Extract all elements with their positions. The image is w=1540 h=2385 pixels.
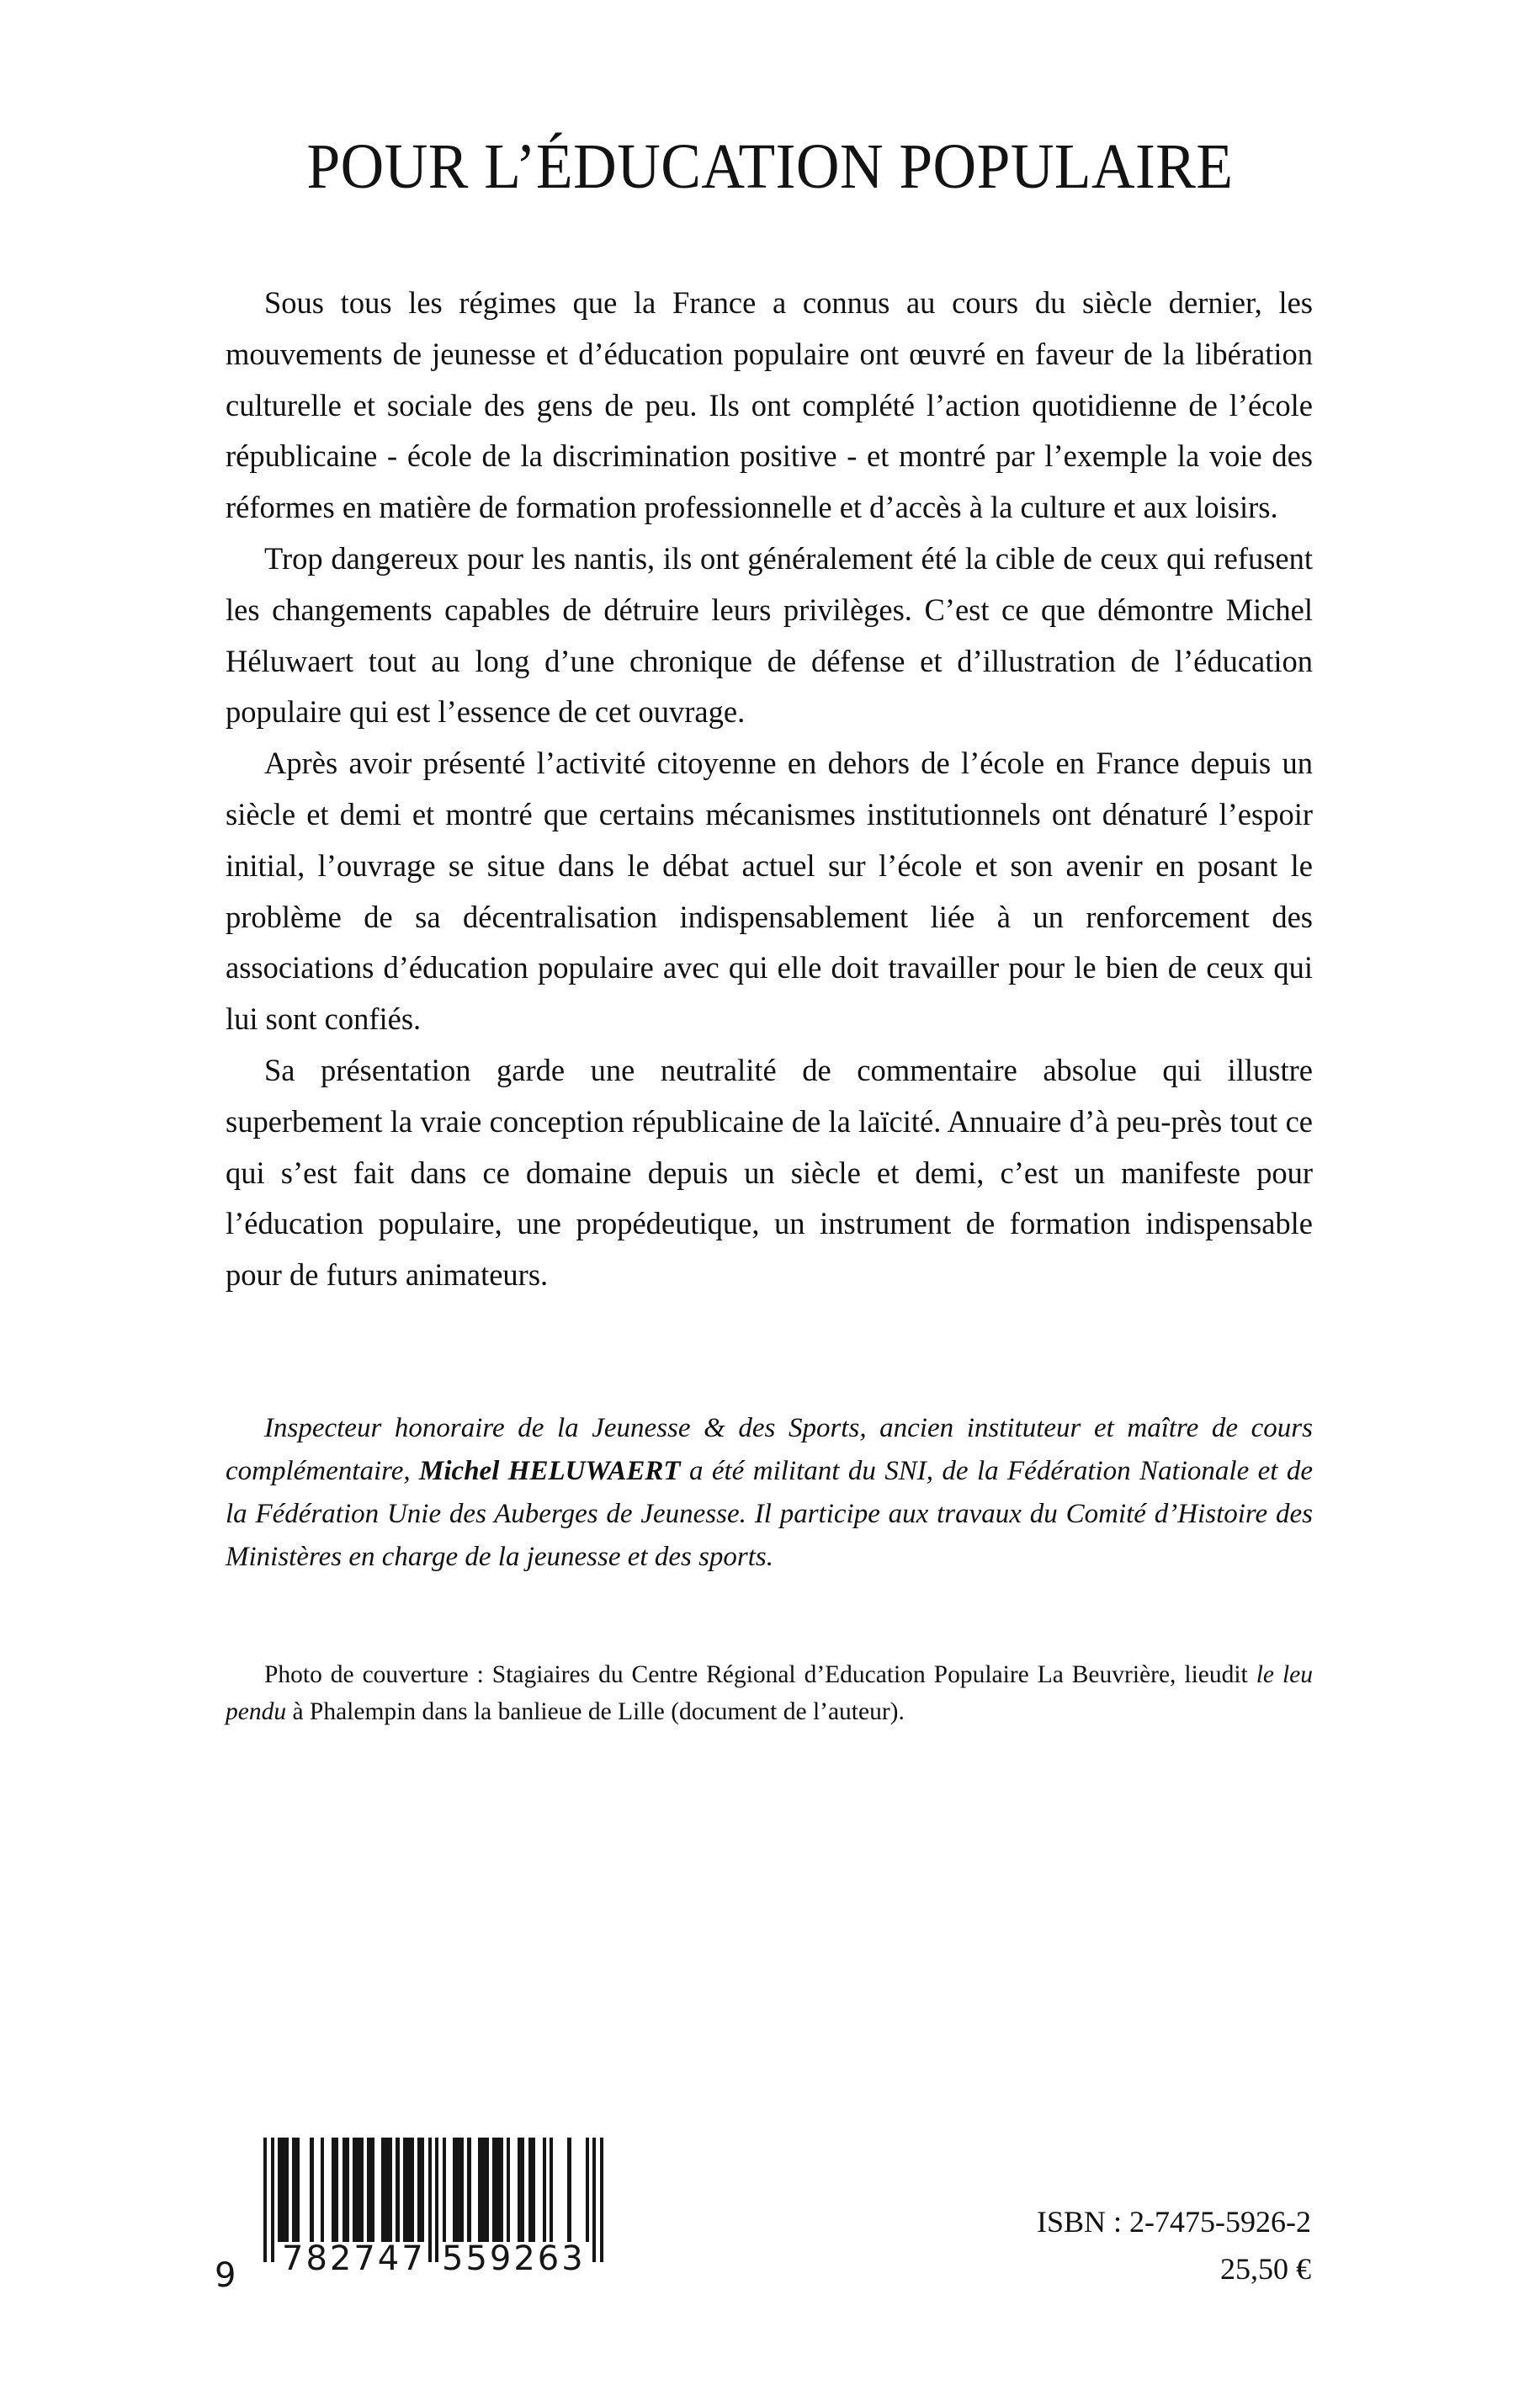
isbn-price-block <box>1037 2198 1311 2292</box>
ean13-barcode <box>215 2138 619 2295</box>
blurb-text-column <box>226 278 1313 1301</box>
isbn-value: ISBN : 2-7475-5926-2 <box>1037 2205 1311 2239</box>
barcode-right-group: 559263 <box>442 2239 586 2278</box>
blurb-paragraph-3: Après avoir présenté l’activité citoyenne en dehors de l’école en France depuis un siècle et demi et montré que certains mécanismes institutionnels ont dénaturé l’espoir initial, l’ouvrage se situe dans le débat actuel sur l’école et son avenir en posant le problème de sa décentralisation indispensablement liée à un renforcement des associations d’éducation populaire avec qui elle doit travailler pour le bien de ceux qui lui sont confiés. <box>226 746 1313 1037</box>
barcode-left-group: 782747 <box>282 2239 426 2278</box>
author-bio-suffix: a été militant du SNI, de la Fédération Nationale et de la Fédération Unie des Auberges de Jeunesse. Il participe aux travaux du Comité d’Histoire des Ministères en charge de la jeunesse et des sports. <box>226 1456 1314 1572</box>
blurb-paragraph-2: Trop dangereux pour les nantis, ils ont généralement été la cible de ceux qui refusent les changements capables de détruire leurs privilèges. C’est ce que démontre Michel Héluwaert tout au long d’une chronique de défense et d’illustration de l’éducation populaire qui est l’essence de cet ouvrage. <box>226 540 1313 730</box>
blurb-paragraph-4: Sa présentation garde une neutralité de commentaire absolue qui illustre superbement la vraie conception républicaine de la laïcité. Annuaire d’à peu-près tout ce qui s’est fait dans ce domaine depuis un siècle et demi, c’est un manifeste pour l’éducation populaire, une propédeutique, un instrument de formation indispensable pour de futurs animateurs. <box>226 1052 1313 1293</box>
photo-credit-prefix: Photo de couverture : Stagiaires du Centre Régional d’Education Populaire La Beuvrière, lieudit <box>264 1661 1256 1688</box>
photo-credit-paragraph <box>226 1656 1313 1730</box>
page-title: POUR L’ÉDUCATION POPULAIRE <box>306 130 1234 202</box>
author-bio-prefix: Inspecteur honoraire de la Jeunesse & des Sports, ancien instituteur et maître de cours complémentaire, <box>226 1413 1313 1486</box>
photo-credit-suffix: à Phalempin dans la banlieue de Lille (document de l’auteur). <box>286 1698 905 1725</box>
price-value: 25,50 € <box>1220 2252 1311 2286</box>
photo-credit-block <box>226 1656 1313 1730</box>
photo-credit-place-name: le leu pendu <box>226 1661 1313 1725</box>
author-name: Michel HELUWAERT <box>419 1456 681 1486</box>
author-bio-block <box>226 1407 1313 1579</box>
barcode-lead-digit: 9 <box>215 2256 236 2295</box>
barcode-digit-row <box>263 2239 603 2279</box>
author-bio-paragraph <box>226 1407 1313 1579</box>
blurb-paragraph-1: Sous tous les régimes que la France a connus au cours du siècle dernier, les mouvements de jeunesse et d’éducation populaire ont œuvré en faveur de la libération culturelle et sociale des gens de peu. Ils ont complété l’action quotidienne de l’école républicaine - école de la discrimination positive - et montré par l’exemple la voie des réformes en matière de formation professionnelle et d’accès à la culture et aux loisirs. <box>226 285 1313 525</box>
